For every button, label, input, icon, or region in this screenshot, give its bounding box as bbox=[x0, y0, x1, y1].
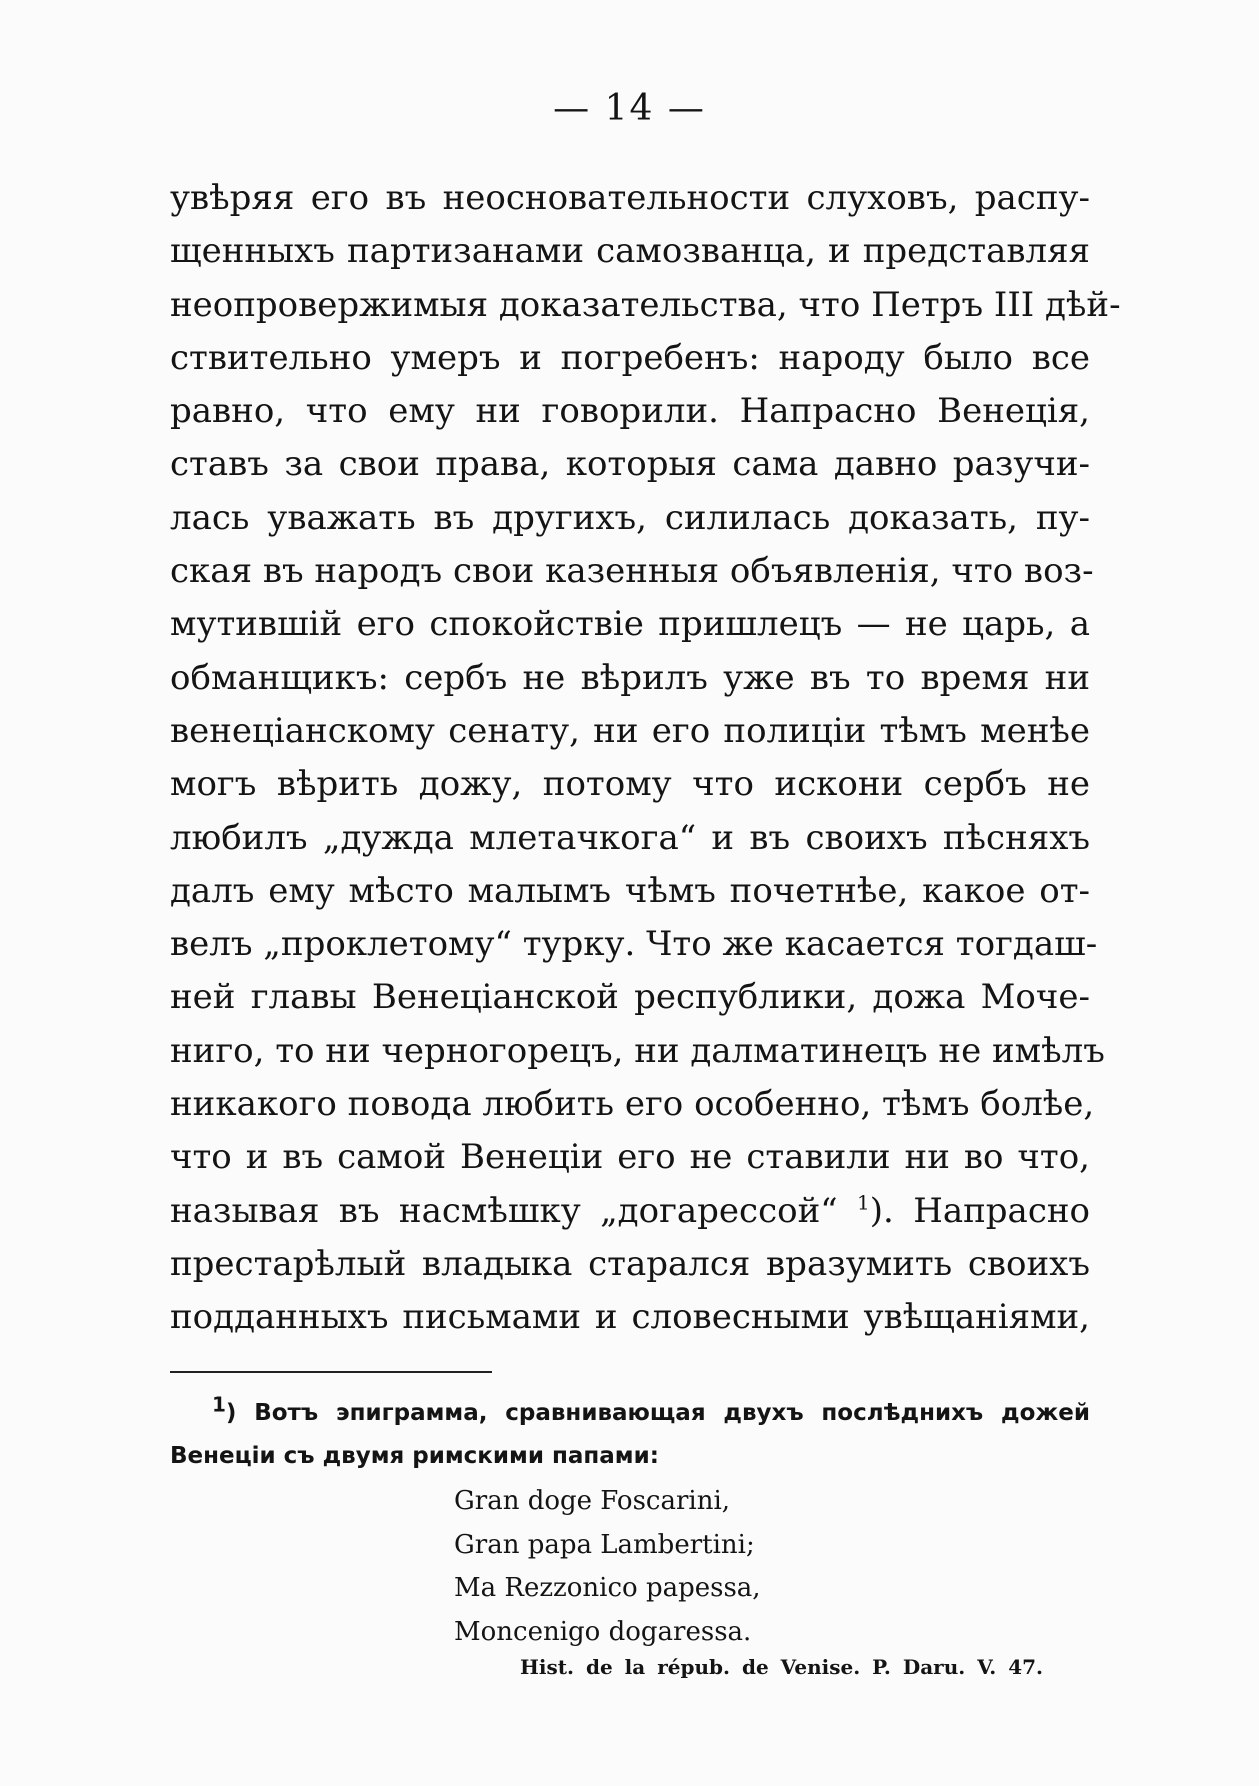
text-line: никакого повода любить его особенно, тѣмъ болѣе, bbox=[170, 1084, 1095, 1125]
text-line: ставъ за свои права, которыя сама давно разучи- bbox=[170, 444, 1090, 485]
text-line: ская въ народъ свои казенныя объявленія, что воз- bbox=[170, 551, 1094, 592]
text-line: велъ „проклетому“ турку. Что же касается тогдаш- bbox=[170, 924, 1098, 965]
footnote-reference[interactable]: 1 bbox=[857, 1190, 870, 1215]
verse-line: Moncenigo dogaressa. bbox=[454, 1616, 752, 1647]
text-fragment: ). Напрасно bbox=[869, 1190, 1090, 1231]
text-line: щенныхъ партизанами самозванца, и представляя bbox=[170, 231, 1090, 272]
verse-line: Gran doge Foscarini, bbox=[454, 1486, 731, 1516]
text-line: венеціанскому сенату, ни его полиціи тѣмъ менѣе bbox=[170, 710, 1090, 751]
footnote bbox=[170, 1392, 1090, 1478]
text-line: лась уважать въ другихъ, силилась доказать, пу- bbox=[170, 497, 1090, 538]
text-line: ниго, то ни черногорецъ, ни далматинецъ не имѣлъ bbox=[170, 1030, 1105, 1071]
text-line: могъ вѣрить дожу, потому что искони сербъ не bbox=[170, 764, 1090, 805]
text-line: увѣряя его въ неосновательности слуховъ, распу- bbox=[170, 178, 1090, 218]
text-line-with-footnote-ref bbox=[170, 1185, 1090, 1238]
citation: Hist. de la répub. de Venise. P. Daru. V. 47. bbox=[520, 1655, 1043, 1679]
text-line: далъ ему мѣсто малымъ чѣмъ почетнѣе, какое от- bbox=[170, 870, 1090, 911]
footnote-line: Венеціи съ двумя римскими папами: bbox=[170, 1443, 659, 1469]
epigram-verse bbox=[454, 1480, 761, 1654]
body-text bbox=[170, 172, 1121, 1345]
verse-line: Ma Rezzonico papessa, bbox=[454, 1573, 761, 1603]
page-number: — 14 — bbox=[553, 88, 706, 129]
text-line: любилъ „дужда млетачкога“ и въ своихъ пѣсняхъ bbox=[170, 817, 1090, 858]
text-line: ней главы Венеціанской республики, дожа Моче- bbox=[170, 977, 1090, 1018]
text-line: обманщикъ: сербъ не вѣрилъ уже въ то время ни bbox=[170, 657, 1090, 698]
verse-line: Gran papa Lambertini; bbox=[454, 1529, 755, 1560]
text-line: мутившій его спокойствіе пришлецъ — не царь, а bbox=[170, 604, 1090, 645]
text-line: равно, что ему ни говорили. Напрасно Венеція, bbox=[170, 391, 1090, 432]
footnote-marker: 1 bbox=[212, 1392, 226, 1417]
text-line: неопровержимыя доказательства, что Петръ III дѣй- bbox=[170, 284, 1121, 325]
text-line: подданныхъ письмами и словесными увѣщаніями, bbox=[170, 1297, 1090, 1338]
text-line: что и въ самой Венеціи его не ставили ни во что, bbox=[170, 1137, 1090, 1178]
text-fragment: называя въ насмѣшку „догарессой“ bbox=[170, 1190, 858, 1231]
footnote-line bbox=[170, 1392, 1090, 1435]
footnote-text: ) Вотъ эпиграмма, сравнивающая двухъ послѣднихъ дожей bbox=[225, 1400, 1090, 1426]
footnote-divider bbox=[170, 1371, 492, 1373]
text-line: ствительно умеръ и погребенъ: народу было все bbox=[170, 337, 1090, 378]
text-line: престарѣлый владыка старался вразумить своихъ bbox=[170, 1243, 1090, 1284]
